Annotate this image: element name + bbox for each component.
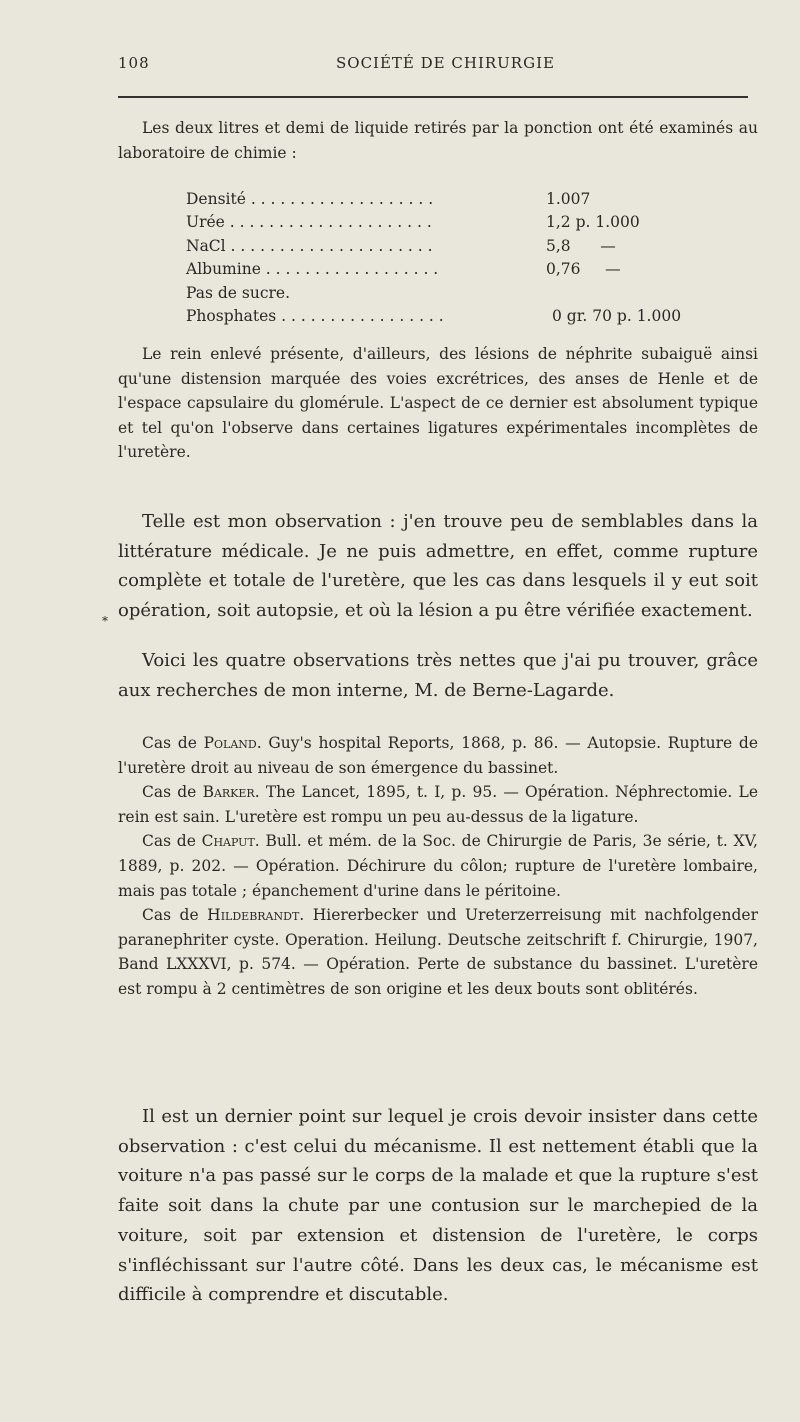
analysis-label: Urée . . . . . . . . . . . . . . . . . . . . . [186, 213, 432, 232]
analysis-value: 0 gr. 70 p. 1.000 [552, 307, 682, 326]
running-title: SOCIÉTÉ DE CHIRURGIE [336, 54, 555, 72]
case-poland [118, 731, 758, 780]
analysis-label: NaCl . . . . . . . . . . . . . . . . . . . . . [186, 236, 433, 255]
case-reference: . The Lancet, 1895, t. I, p. 95. — Opération. Néphrectomie. Le rein est sain. L'uretère est rompu un peu au-dessus de la ligature. [118, 783, 758, 826]
case-prefix: Cas de [142, 783, 203, 802]
case-author: Hildebrandt [207, 906, 300, 925]
analysis-value: 5,8 — [546, 236, 616, 255]
analysis-row [186, 235, 706, 258]
case-reference: . Hiererbecker und Ureterzerreisung mit nachfolgender paranephriter cyste. Operation. Heilung. Deutsche zeitschrift f. Chirurgie, 1907, Band LXXXVI, p. 574. — Opération. Perte de substance du bassinet. L'uretère est rompu à 2 centimètres de son origine et les deux bouts sont oblitérés. [118, 906, 758, 998]
chemistry-analysis-table [186, 188, 706, 328]
analysis-label: Albumine . . . . . . . . . . . . . . . . . . [186, 260, 439, 279]
case-prefix: Cas de [142, 734, 204, 752]
cases-intro-paragraph: Voici les quatre observations très nettes que j'ai pu trouver, grâce aux recherches de mon interne, M. de Berne-Lagarde. [118, 650, 758, 701]
intro-paragraph: Les deux litres et demi de liquide retirés par la ponction ont été examinés au laboratoire de chimie : [118, 119, 758, 162]
case-prefix: Cas de [142, 906, 208, 925]
header-rule [118, 96, 748, 98]
case-reference: . Bull. et mém. de la Soc. de Chirurgie de Paris, 3e série, t. XV, 1889, p. 202. — Opération. Déchirure du côlon; rupture de l'uretère lombaire, mais pas totale ; épanchement d'urine dans le péritoine. [118, 832, 758, 900]
page-number: 108 [118, 54, 150, 72]
analysis-row [186, 258, 706, 281]
case-prefix: Cas de [142, 832, 202, 851]
analysis-row [186, 188, 706, 211]
case-chaput [118, 829, 758, 903]
case-reference: . Guy's hospital Reports, 1868, p. 86. — Autopsie. Rupture de l'uretère droit au niveau de son émergence du bassinet. [118, 734, 758, 777]
case-list [118, 731, 758, 1002]
analysis-label: Densité . . . . . . . . . . . . . . . . . . . [186, 190, 434, 208]
case-hildebrandt [118, 903, 758, 1001]
case-author: Barker [202, 783, 255, 802]
case-barker [118, 780, 758, 829]
mechanism-paragraph: Il est un dernier point sur lequel je crois devoir insister dans cette observation : c'est celui du mécanisme. Il est nettement établi que la voiture n'a pas passé sur le corps de la malade et que la rupture s'est faite soit dans la chute par une contusion sur le marchepied de la voiture, soit par extension et distension de l'uretère, le corps s'infléchissant sur l'autre côté. Dans les deux cas, le mécanisme est difficile à comprendre et discutable. [118, 1106, 758, 1306]
margin-marker: * [102, 614, 108, 628]
analysis-row [186, 305, 706, 328]
analysis-row [186, 282, 706, 305]
analysis-value: 1,2 p. 1.000 [546, 213, 640, 232]
analysis-label: Pas de sucre. [186, 283, 291, 302]
analysis-row [186, 211, 706, 234]
analysis-value: 1.007 [546, 190, 591, 208]
analysis-label: Phosphates . . . . . . . . . . . . . . . . . [186, 307, 444, 326]
kidney-paragraph: Le rein enlevé présente, d'ailleurs, des lésions de néphrite subaiguë ainsi qu'une distension marquée des voies excrétrices, des anses de Henle et de l'espace capsulaire du glomérule. L'aspect de ce dernier est absolument typique et tel qu'on l'observe dans certaines ligatures expérimentales incomplètes de l'uretère. [118, 345, 758, 461]
case-author: Chaput [201, 832, 255, 851]
page-header [118, 54, 748, 80]
analysis-value [546, 282, 706, 305]
analysis-value: 0,76 — [546, 260, 621, 279]
case-author: Poland [203, 734, 257, 752]
observation-paragraph: Telle est mon observation : j'en trouve peu de semblables dans la littérature médicale. Je ne puis admettre, en effet, comme rupture complète et totale de l'uretère, que les cas dans lesquels il y eut soit opération, soit autopsie, et où la lésion a pu être vérifiée exactement. [118, 511, 758, 621]
